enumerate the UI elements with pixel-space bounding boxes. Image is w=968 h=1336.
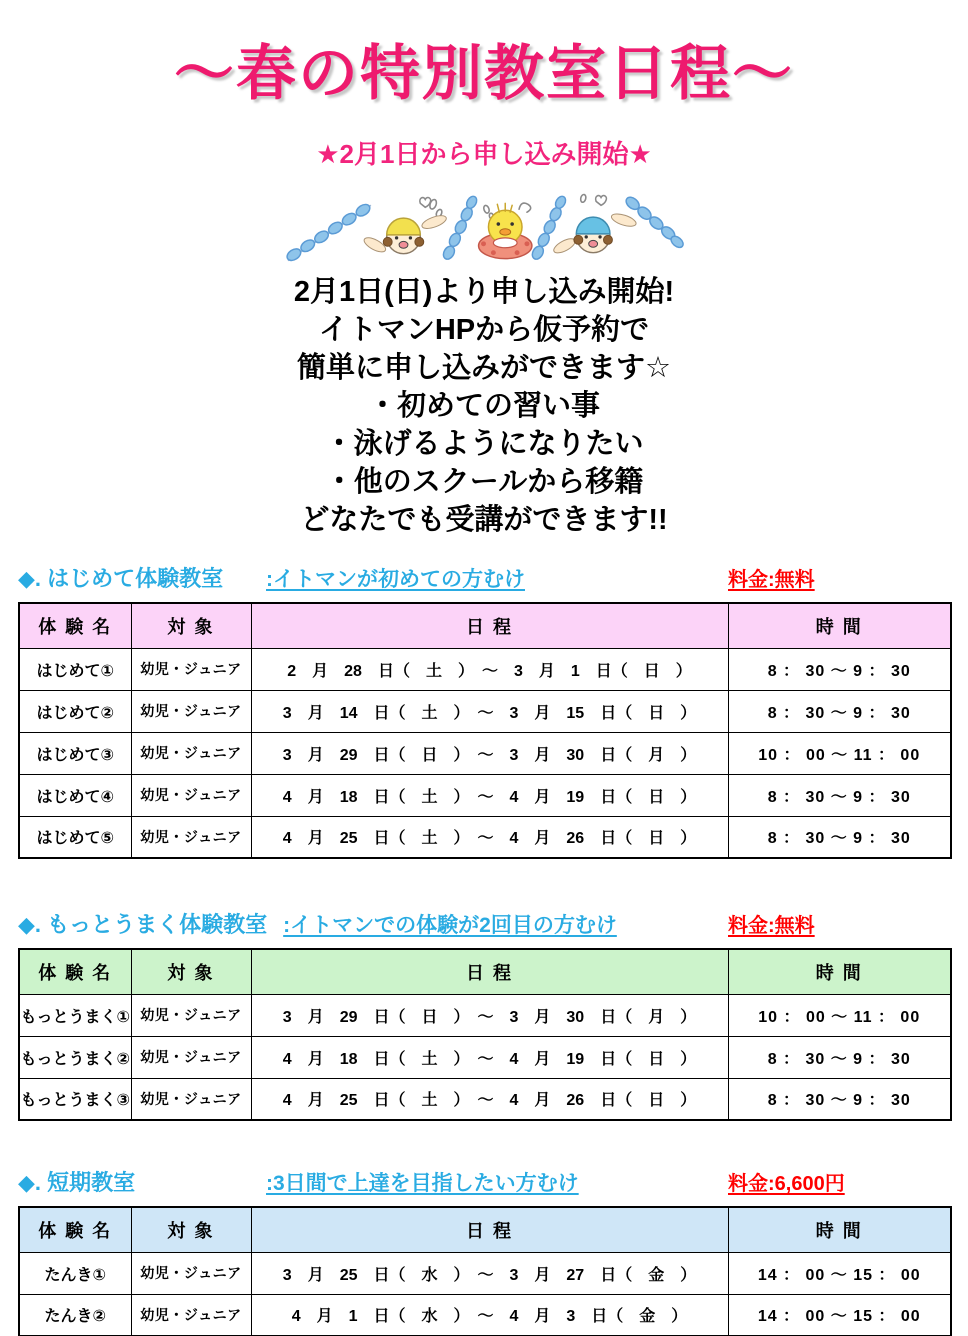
table-row <box>19 774 951 816</box>
illustration-wrap <box>0 189 968 269</box>
date-cell: 3 月 29 日（ 日 ） 〜 3 月 30 日（ 月 ） <box>251 732 728 774</box>
date-cell: 3 月 25 日（ 水 ） 〜 3 月 27 日（ 金 ） <box>251 1252 728 1294</box>
girl-swimmer-icon <box>362 197 448 254</box>
section-hajimete <box>18 563 950 859</box>
intro-line: 簡単に申し込みができます☆ <box>297 352 671 384</box>
fee-label: 料金:無料 <box>728 569 815 591</box>
target-cell: 幼児・ジュニア <box>131 1036 251 1078</box>
time-cell: 8 ： 30 〜 9 ： 30 <box>728 774 951 816</box>
target-cell: 幼児・ジュニア <box>131 1294 251 1336</box>
duck-in-ring-icon <box>479 203 532 259</box>
col-target: 対 象 <box>131 603 251 648</box>
table-header-row <box>19 1207 951 1252</box>
table-header-row <box>19 603 951 648</box>
class-name-cell: たんき② <box>19 1294 131 1336</box>
target-cell: 幼児・ジュニア <box>131 994 251 1036</box>
time-cell: 8 ： 30 〜 9 ： 30 <box>728 1036 951 1078</box>
date-cell: 3 月 29 日（ 日 ） 〜 3 月 30 日（ 月 ） <box>251 994 728 1036</box>
time-cell: 10 ： 00 〜 11 ： 00 <box>728 994 951 1036</box>
target-cell: 幼児・ジュニア <box>131 732 251 774</box>
class-name-cell: もっとうまく③ <box>19 1078 131 1120</box>
time-cell: 14 ： 00 〜 15 ： 00 <box>728 1294 951 1336</box>
col-target: 対 象 <box>131 949 251 994</box>
intro-text-block <box>0 273 968 539</box>
section-title: ◆. もっとうまく体験教室 <box>18 912 268 937</box>
target-cell: 幼児・ジュニア <box>131 1078 251 1120</box>
target-cell: 幼児・ジュニア <box>131 774 251 816</box>
col-time: 時 間 <box>728 949 951 994</box>
time-cell: 10 ： 00 〜 11 ： 00 <box>728 732 951 774</box>
class-name-cell: もっとうまく② <box>19 1036 131 1078</box>
intro-line: 2月1日(日)より申し込み開始! <box>293 276 675 308</box>
lane-rope-icon <box>441 195 479 262</box>
class-name-cell: はじめて② <box>19 690 131 732</box>
table-row <box>19 994 951 1036</box>
date-cell: 4 月 18 日（ 土 ） 〜 4 月 19 日（ 日 ） <box>251 774 728 816</box>
intro-line: ・泳げるようになりたい <box>324 428 644 460</box>
intro-line: ・他のスクールから移籍 <box>324 466 644 498</box>
time-cell: 8 ： 30 〜 9 ： 30 <box>728 690 951 732</box>
time-cell: 8 ： 30 〜 9 ： 30 <box>728 1078 951 1120</box>
time-cell: 14 ： 00 〜 15 ： 00 <box>728 1252 951 1294</box>
section-header <box>18 563 950 593</box>
section-title: ◆. はじめて体験教室 <box>18 566 224 591</box>
section-title: ◆. 短期教室 <box>18 1170 136 1195</box>
section-descriptor: :イトマンでの体験が2回目の方むけ <box>283 914 617 937</box>
col-target: 対 象 <box>131 1207 251 1252</box>
time-cell: 8 ： 30 〜 9 ： 30 <box>728 816 951 858</box>
date-cell: 2 月 28 日（ 土 ） 〜 3 月 1 日（ 日 ） <box>251 648 728 690</box>
section-descriptor: :3日間で上達を目指したい方むけ <box>266 1172 579 1195</box>
col-class-name: 体 験 名 <box>19 1207 131 1252</box>
class-name-cell: はじめて① <box>19 648 131 690</box>
tanki-schedule-table <box>18 1206 952 1336</box>
date-cell: 4 月 18 日（ 土 ） 〜 4 月 19 日（ 日 ） <box>251 1036 728 1078</box>
table-row <box>19 1252 951 1294</box>
date-cell: 4 月 1 日（ 水 ） 〜 4 月 3 日（ 金 ） <box>251 1294 728 1336</box>
date-cell: 4 月 25 日（ 土 ） 〜 4 月 26 日（ 日 ） <box>251 816 728 858</box>
section-motto-umaku <box>18 909 950 1121</box>
col-class-name: 体 験 名 <box>19 949 131 994</box>
section-descriptor: :イトマンが初めての方むけ <box>266 568 525 591</box>
application-start-banner: ★2月1日から申し込み開始★ <box>316 139 652 169</box>
section-tanki <box>18 1167 950 1336</box>
hajimete-schedule-table <box>18 602 952 859</box>
intro-line: イトマンHPから仮予約で <box>318 314 650 346</box>
swimming-kids-illustration <box>284 189 684 267</box>
table-row <box>19 690 951 732</box>
table-row <box>19 1036 951 1078</box>
table-row <box>19 1078 951 1120</box>
target-cell: 幼児・ジュニア <box>131 690 251 732</box>
col-date: 日 程 <box>251 603 728 648</box>
class-name-cell: もっとうまく① <box>19 994 131 1036</box>
table-row <box>19 648 951 690</box>
target-cell: 幼児・ジュニア <box>131 816 251 858</box>
table-row <box>19 1294 951 1336</box>
class-name-cell: はじめて④ <box>19 774 131 816</box>
fee-label: 料金:6,600円 <box>728 1173 845 1195</box>
date-cell: 4 月 25 日（ 土 ） 〜 4 月 26 日（ 日 ） <box>251 1078 728 1120</box>
col-time: 時 間 <box>728 1207 951 1252</box>
class-name-cell: はじめて⑤ <box>19 816 131 858</box>
intro-line: ・初めての習い事 <box>367 390 600 422</box>
intro-line: どなたでも受講ができます!! <box>300 504 668 536</box>
date-cell: 3 月 14 日（ 土 ） 〜 3 月 15 日（ 日 ） <box>251 690 728 732</box>
col-date: 日 程 <box>251 949 728 994</box>
col-date: 日 程 <box>251 1207 728 1252</box>
lane-rope-icon <box>285 202 372 263</box>
table-header-row <box>19 949 951 994</box>
class-name-cell: たんき① <box>19 1252 131 1294</box>
class-name-cell: はじめて③ <box>19 732 131 774</box>
time-cell: 8 ： 30 〜 9 ： 30 <box>728 648 951 690</box>
section-header <box>18 909 950 939</box>
motto-umaku-schedule-table <box>18 948 952 1121</box>
page-title: ～春の特別教室日程～ <box>174 40 794 107</box>
table-row <box>19 732 951 774</box>
col-time: 時 間 <box>728 603 951 648</box>
col-class-name: 体 験 名 <box>19 603 131 648</box>
target-cell: 幼児・ジュニア <box>131 1252 251 1294</box>
target-cell: 幼児・ジュニア <box>131 648 251 690</box>
fee-label: 料金:無料 <box>728 915 815 937</box>
table-row <box>19 816 951 858</box>
section-header <box>18 1167 950 1197</box>
